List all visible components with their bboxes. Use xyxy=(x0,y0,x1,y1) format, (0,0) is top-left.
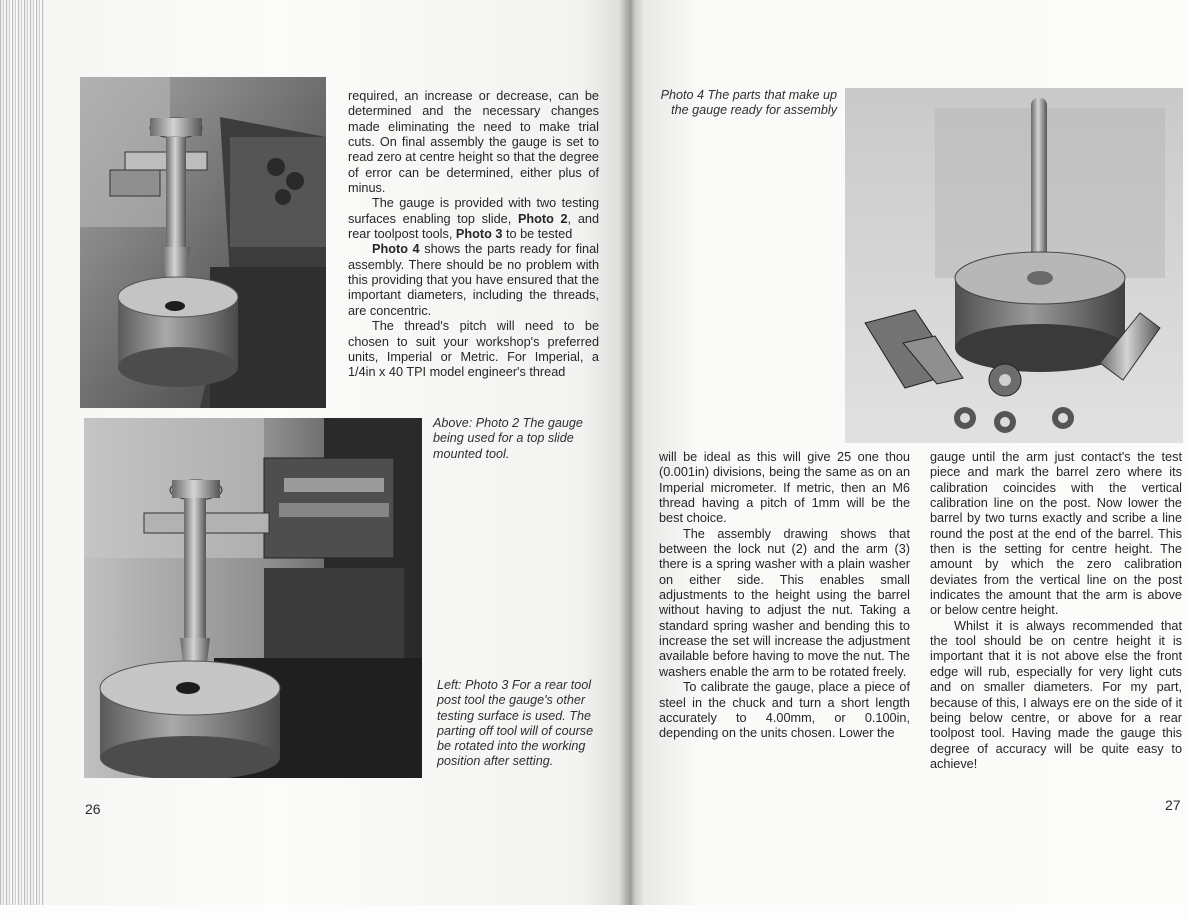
caption-photo-3: Left: Photo 3 For a rear tool post tool the gauge's other testing surface is used. The parting off tool will of course be rotated into the working position after setting. xyxy=(437,678,594,769)
page-number-right: 27 xyxy=(1165,797,1181,813)
paragraph-photo-4: Photo 4 shows the parts ready for final assembly. There should be no problem with this providing that you have ensured that the important diameters, including the threads, are concentric. xyxy=(348,242,599,318)
book-binding-edge xyxy=(0,0,44,918)
paragraph: will be ideal as this will give 25 one thou (0.001in) divisions, being the same as on an Imperial micrometer. If metric, then an M6 thread having a pitch of 1mm will be the best choice. xyxy=(659,450,910,526)
photo-2-image xyxy=(80,77,326,408)
paragraph-thread: The thread's pitch will need to be chosen to suit your workshop's preferred units, Imperial or Metric. For Imperial, a 1/4in x 40 TPI model engineer's thread xyxy=(348,319,599,380)
caption-photo-4: Photo 4 The parts that make up the gauge ready for assembly xyxy=(660,88,837,118)
bottom-edge xyxy=(0,905,1188,918)
photo-4-reference: Photo 4 xyxy=(372,242,420,257)
paragraph: Whilst it is always recommended that the tool should be on centre height it is important that it is not above else the front edge will rub, especially for very light cuts and on smaller diameters. For my part, because of this, I always ere on the side of it being below centre, or above for a rear toolpost tool. Having made the gauge this degree of accuracy will be quite easy to achieve! xyxy=(930,618,1182,771)
page-gutter xyxy=(618,0,646,905)
photo-4-image xyxy=(845,88,1183,443)
photo-2-reference: Photo 2 xyxy=(517,211,568,226)
right-page-column-1 xyxy=(659,450,910,742)
caption-photo-2: Above: Photo 2 The gauge being used for a top slide mounted tool. xyxy=(433,416,583,461)
page-number-left: 26 xyxy=(85,801,101,817)
paragraph: To calibrate the gauge, place a piece of steel in the chuck and turn a short length accurately to 4.00mm, or 0.100in, depending on the units chosen. Lower the xyxy=(659,680,910,741)
paragraph: gauge until the arm just contact's the test piece and mark the barrel zero where its calibration coincides with the vertical calibration line on the post. Now lower the barrel by two turns exactly and scribe a line round the post at the end of the barrel. This then is the setting for centre height. The amount by which the zero calibration deviates from the vertical line on the post indicates the amount that the arm is above or below centre height. xyxy=(930,450,1182,618)
photo-3-image xyxy=(84,418,422,778)
photo-3-reference: Photo 3 xyxy=(455,227,503,242)
paragraph: The assembly drawing shows that between the lock nut (2) and the arm (3) there is a spring washer with a plain washer on either side. This enables small adjustments to the height using the barrel without having to adjust the nut. Taking a standard spring washer and bending this to increase the set will increase the adjustment available before having to move the nut. The washers enable the arm to be rotated freely. xyxy=(659,526,910,679)
paragraph: required, an increase or decrease, can be determined and the necessary changes made eliminating the need to make trial cuts. On final assembly the gauge is set to read zero at centre height so that the degree of error can be determined, either plus of minus. xyxy=(348,89,599,196)
left-page-body-text xyxy=(348,89,599,381)
paragraph-testing-surfaces: The gauge is provided with two testing surfaces enabling top slide, Photo 2, and rear toolpost tools, Photo 3 to be tested xyxy=(348,196,600,242)
right-page-column-2 xyxy=(930,450,1182,772)
